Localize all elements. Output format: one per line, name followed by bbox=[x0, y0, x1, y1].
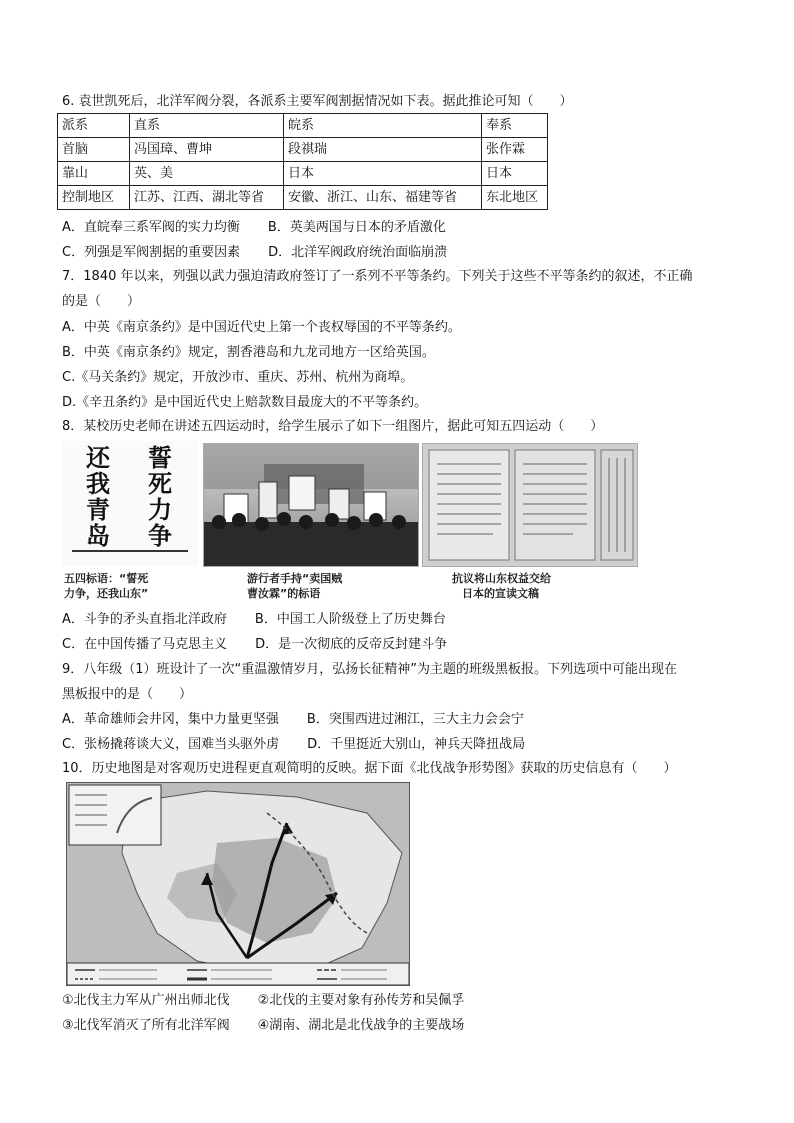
option-d: D．是一次彻底的反帝反封建斗争 bbox=[255, 637, 448, 652]
protest-photo-image bbox=[204, 444, 418, 566]
q9-options-row2 bbox=[62, 736, 525, 754]
table-cell: 直系 bbox=[130, 114, 284, 138]
caption-protest-1: 游行者手持“卖国贼 bbox=[247, 572, 343, 585]
table-row bbox=[58, 162, 548, 186]
slogan-char: 争 bbox=[148, 521, 172, 550]
slogan-char: 誓 bbox=[148, 443, 172, 472]
protest-photo bbox=[203, 443, 419, 567]
table-cell: 日本 bbox=[482, 162, 548, 186]
q9-stem-line1: 9．八年级（1）班设计了一次“重温激情岁月，弘扬长征精神”为主题的班级黑板报。下列选项中可能出现在 bbox=[62, 662, 678, 677]
option-a: A．斗争的矛头直指北洋政府 bbox=[62, 612, 227, 627]
slogan-char: 死 bbox=[148, 469, 172, 498]
option-c: C．在中国传播了马克思主义 bbox=[62, 637, 228, 652]
q9-stem-line2: 黑板报中的是（ ） bbox=[62, 687, 193, 702]
table-cell: 首脑 bbox=[58, 138, 130, 162]
q8-stem: 8．某校历史老师在讲述五四运动时，给学生展示了如下一组图片，据此可知五四运动（ ） bbox=[62, 419, 604, 434]
table-row bbox=[58, 138, 548, 162]
q6-stem: 6. 袁世凯死后，北洋军阀分裂，各派系主要军阀割据情况如下表。据此推论可知（ ） bbox=[62, 94, 573, 109]
option-c: C．列强是军阀割据的重要因素 bbox=[62, 245, 241, 260]
q6-options-row2 bbox=[62, 244, 447, 262]
q7-stem-line2: 的是（ ） bbox=[62, 294, 141, 309]
q6-options-row1 bbox=[62, 219, 446, 237]
item-3: ③北伐军消灭了所有北洋军阀 bbox=[62, 1018, 230, 1033]
table-cell: 靠山 bbox=[58, 162, 130, 186]
table-row bbox=[58, 114, 548, 138]
caption-slogan-2: 力争，还我山东” bbox=[64, 587, 149, 600]
table-cell: 奉系 bbox=[482, 114, 548, 138]
slogan-char: 力 bbox=[148, 495, 172, 524]
table-cell: 东北地区 bbox=[482, 186, 548, 210]
slogan-char: 还 bbox=[86, 443, 110, 472]
item-2: ②北伐的主要对象有孙传芳和吴佩孚 bbox=[257, 993, 465, 1008]
q9-options-row1 bbox=[62, 711, 524, 729]
table-cell: 控制地区 bbox=[58, 186, 130, 210]
q7-option-c: C.《马关条约》规定，开放沙市、重庆、苏州、杭州为商埠。 bbox=[62, 370, 414, 385]
document-photo bbox=[422, 443, 638, 567]
option-b: B．英美两国与日本的矛盾激化 bbox=[267, 220, 446, 235]
q7-option-a: A．中英《南京条约》是中国近代史上第一个丧权辱国的不平等条约。 bbox=[62, 320, 461, 335]
q7-option-b: B．中英《南京条约》规定，割香港岛和九龙司地方一区给英国。 bbox=[62, 345, 435, 360]
slogan-panel bbox=[62, 441, 198, 566]
option-d: D．千里挺近大别山，神兵天降扭战局 bbox=[307, 737, 526, 752]
may-fourth-figure bbox=[62, 441, 638, 606]
table-cell: 日本 bbox=[284, 162, 482, 186]
option-b: B．中国工人阶级登上了历史舞台 bbox=[254, 612, 446, 627]
q7-stem-line1: 7．1840 年以来，列强以武力强迫清政府签订了一系列不平等条约。下列关于这些不平等条约的叙述，不正确 bbox=[62, 269, 693, 284]
caption-document-1: 抗议将山东权益交给 bbox=[452, 572, 551, 585]
caption-protest-2: 曹汝霖”的标语 bbox=[247, 587, 321, 600]
table-cell: 派系 bbox=[58, 114, 130, 138]
q10-items-row2 bbox=[62, 1017, 464, 1035]
q10-items-row1 bbox=[62, 992, 464, 1010]
slogan-right-column bbox=[132, 445, 188, 549]
table-cell: 英、美 bbox=[130, 162, 284, 186]
q10-stem: 10．历史地图是对客观历史进程更直观简明的反映。据下面《北伐战争形势图》获取的历史信息有（ ） bbox=[62, 761, 677, 776]
caption-document-2: 日本的宣读文稿 bbox=[462, 587, 539, 600]
table-cell: 皖系 bbox=[284, 114, 482, 138]
slogan-char: 岛 bbox=[86, 521, 110, 550]
option-b: B．突围西进过湘江，三大主力会会宁 bbox=[306, 712, 524, 727]
table-cell: 段祺瑞 bbox=[284, 138, 482, 162]
table-cell: 张作霖 bbox=[482, 138, 548, 162]
q8-options-row2 bbox=[62, 636, 447, 654]
item-4: ④湖南、湖北是北伐战争的主要战场 bbox=[257, 1018, 465, 1033]
slogan-char: 青 bbox=[86, 495, 110, 524]
caption-slogan-1: 五四标语：“誓死 bbox=[64, 572, 149, 585]
northern-expedition-map bbox=[66, 782, 410, 986]
table-cell: 冯国璋、曹坤 bbox=[130, 138, 284, 162]
table-cell: 江苏、江西、湖北等省 bbox=[130, 186, 284, 210]
slogan-char: 我 bbox=[86, 469, 110, 498]
document-photo-image bbox=[423, 444, 637, 566]
northern-expedition-map-image bbox=[67, 783, 409, 985]
option-a: A．革命雄师会井冈，集中力量更坚强 bbox=[62, 712, 279, 727]
option-c: C．张杨撬蒋谈大义，国难当头驱外虏 bbox=[62, 737, 280, 752]
slogan-left-column bbox=[70, 445, 126, 549]
q7-option-d: D.《辛丑条约》是中国近代史上赔款数目最庞大的不平等条约。 bbox=[62, 395, 428, 410]
q8-options-row1 bbox=[62, 611, 446, 629]
warlord-table bbox=[57, 113, 548, 210]
item-1: ①北伐主力军从广州出师北伐 bbox=[62, 993, 230, 1008]
option-a: A．直皖奉三系军阀的实力均衡 bbox=[62, 220, 240, 235]
table-row bbox=[58, 186, 548, 210]
option-d: D．北洋军阀政府统治面临崩溃 bbox=[268, 245, 448, 260]
table-cell: 安徽、浙江、山东、福建等省 bbox=[284, 186, 482, 210]
